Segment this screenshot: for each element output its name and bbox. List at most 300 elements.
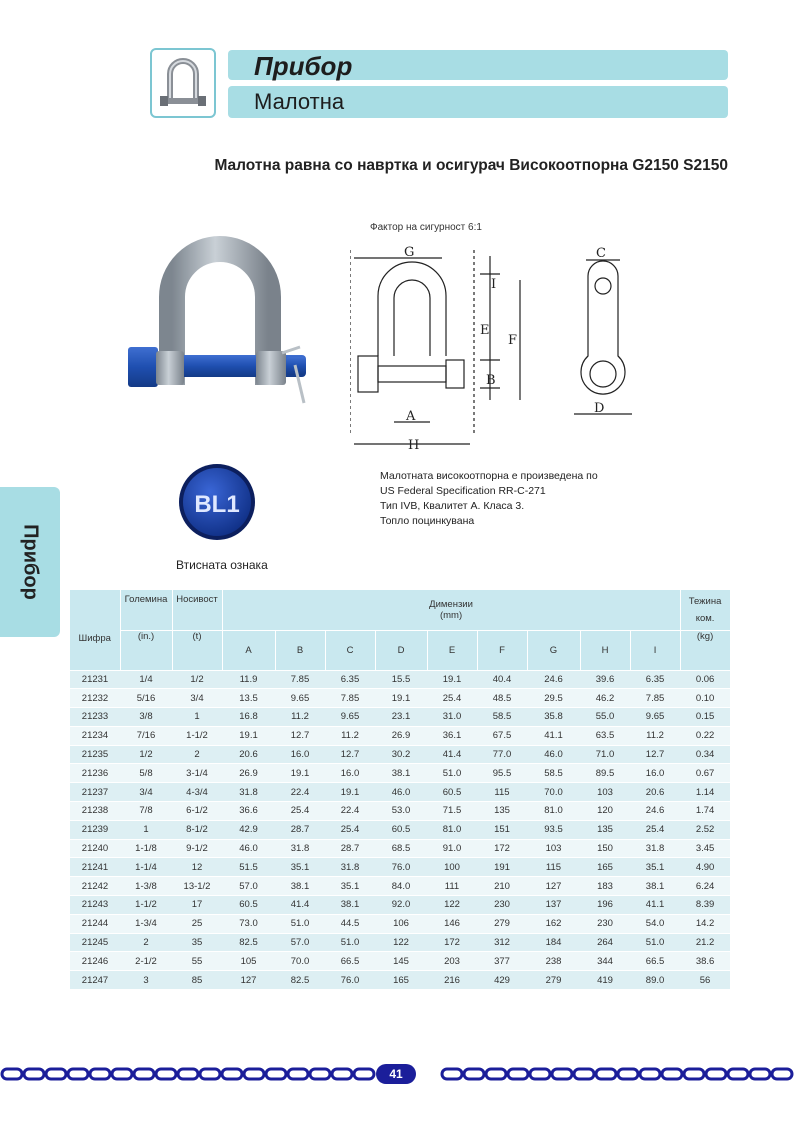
table-cell: 4-3/4 (172, 783, 222, 802)
table-cell: 196 (580, 896, 630, 915)
table-cell: 6.24 (680, 877, 730, 896)
chain-link (750, 1069, 770, 1079)
table-cell: 11.9 (222, 670, 275, 689)
header-title: Прибор (254, 51, 353, 81)
table-cell: 70.0 (275, 952, 325, 971)
table-cell: 31.8 (222, 783, 275, 802)
header-weight-label: Тежина (688, 595, 722, 607)
header-weight-sub: ком. (695, 612, 715, 624)
spec-line: Тип IVB, Квалитет А. Класа 3. (380, 500, 525, 512)
table-cell: 127 (222, 971, 275, 990)
chain-link (156, 1069, 176, 1079)
table-cell: 8-1/2 (172, 820, 222, 839)
table-cell: 57.0 (275, 933, 325, 952)
dim-label-f: F (508, 333, 518, 348)
table-cell: 22.4 (325, 802, 375, 821)
table-cell: 71.5 (427, 802, 477, 821)
chain-link (200, 1069, 220, 1079)
dim-label-g: G (404, 245, 415, 260)
header-weight (680, 590, 730, 630)
table-cell: 3/4 (172, 689, 222, 708)
table-cell: 51.5 (222, 858, 275, 877)
table-cell: 2-1/2 (120, 952, 172, 971)
table-cell: 42.9 (222, 820, 275, 839)
table-cell: 41.4 (275, 896, 325, 915)
chain-link (134, 1069, 154, 1079)
chain-link (332, 1069, 352, 1079)
table-cell: 30.2 (375, 745, 427, 764)
table-cell: 230 (580, 914, 630, 933)
table-cell: 67.5 (477, 726, 527, 745)
chain-link (772, 1069, 792, 1079)
table-cell: 21239 (70, 820, 120, 839)
table-cell: 183 (580, 877, 630, 896)
chain-link (24, 1069, 44, 1079)
table-cell: 3/8 (120, 708, 172, 727)
table-cell: 1-3/4 (120, 914, 172, 933)
chain-link (310, 1069, 330, 1079)
table-cell: 19.1 (275, 764, 325, 783)
dim-label-h: H (408, 438, 420, 452)
chain-link (662, 1069, 682, 1079)
table-cell: 40.4 (477, 670, 527, 689)
table-cell: 0.10 (680, 689, 730, 708)
table-cell: 11.2 (275, 708, 325, 727)
table-cell: 73.0 (222, 914, 275, 933)
table-cell: 2.52 (680, 820, 730, 839)
table-cell: 55 (172, 952, 222, 971)
header-dim-a: A (222, 630, 275, 670)
table-cell: 122 (375, 933, 427, 952)
table-cell: 89.0 (630, 971, 680, 990)
table-cell: 172 (427, 933, 477, 952)
table-cell: 44.5 (325, 914, 375, 933)
table-cell: 191 (477, 858, 527, 877)
table-cell: 137 (527, 896, 580, 915)
table-cell: 146 (427, 914, 477, 933)
chain-link (486, 1069, 506, 1079)
table-cell: 1-1/4 (120, 858, 172, 877)
table-cell: 38.6 (680, 952, 730, 971)
table-row (70, 745, 730, 764)
header-dims-unit: (mm) (439, 609, 463, 621)
chain-link (90, 1069, 110, 1079)
table-cell: 7.85 (325, 689, 375, 708)
table-cell: 51.0 (427, 764, 477, 783)
header-dims (222, 590, 680, 630)
table-cell: 1-1/2 (120, 896, 172, 915)
page-number: 41 (376, 1064, 416, 1084)
table-cell: 51.0 (325, 933, 375, 952)
table-cell: 21240 (70, 839, 120, 858)
header-dim-h: H (580, 630, 630, 670)
table-cell: 9.65 (325, 708, 375, 727)
table-cell: 1-1/8 (120, 839, 172, 858)
table-cell: 53.0 (375, 802, 427, 821)
table-cell: 21247 (70, 971, 120, 990)
table-row (70, 726, 730, 745)
table-cell: 210 (477, 877, 527, 896)
spec-line: Малотната високоотпорна е произведена по (380, 470, 598, 482)
table-cell: 0.34 (680, 745, 730, 764)
table-cell: 57.0 (222, 877, 275, 896)
table-cell: 19.1 (375, 689, 427, 708)
spec-line: Топло поцинкувана (380, 515, 475, 527)
table-cell: 14.2 (680, 914, 730, 933)
table-cell: 3/4 (120, 783, 172, 802)
table-cell: 76.0 (375, 858, 427, 877)
table-cell: 3 (120, 971, 172, 990)
table-cell: 21241 (70, 858, 120, 877)
table-cell: 21244 (70, 914, 120, 933)
table-cell: 184 (527, 933, 580, 952)
header-size: Големина (120, 590, 172, 630)
header-subtitle-bar (228, 86, 728, 118)
table-cell: 85 (172, 971, 222, 990)
table-cell: 5/16 (120, 689, 172, 708)
table-cell: 377 (477, 952, 527, 971)
table-cell: 46.0 (222, 839, 275, 858)
table-cell: 6.35 (325, 670, 375, 689)
chain-link (464, 1069, 484, 1079)
table-cell: 1.74 (680, 802, 730, 821)
table-cell: 172 (477, 839, 527, 858)
table-cell: 23.1 (375, 708, 427, 727)
table-cell: 151 (477, 820, 527, 839)
table-cell: 68.5 (375, 839, 427, 858)
table-cell: 15.5 (375, 670, 427, 689)
table-cell: 26.9 (375, 726, 427, 745)
chain-link (728, 1069, 748, 1079)
table-cell: 7/8 (120, 802, 172, 821)
shackle-logo (150, 48, 216, 118)
table-cell: 216 (427, 971, 477, 990)
chain-link (2, 1069, 22, 1079)
chain-link (442, 1069, 462, 1079)
dim-label-d: D (594, 401, 605, 416)
table-cell: 8.39 (680, 896, 730, 915)
table-cell: 0.67 (680, 764, 730, 783)
table-cell: 150 (580, 839, 630, 858)
table-cell: 31.0 (427, 708, 477, 727)
table-cell: 35.1 (630, 858, 680, 877)
table-cell: 9.65 (275, 689, 325, 708)
table-cell: 31.8 (325, 858, 375, 877)
table-cell: 1 (120, 820, 172, 839)
stamp-badge (177, 462, 257, 542)
header-dim-b: B (275, 630, 325, 670)
table-cell: 135 (580, 820, 630, 839)
table-cell: 35.1 (275, 858, 325, 877)
table-cell: 230 (477, 896, 527, 915)
table-cell: 89.5 (580, 764, 630, 783)
dimension-drawing (350, 236, 650, 452)
table-cell: 58.5 (477, 708, 527, 727)
table-cell: 60.5 (427, 783, 477, 802)
dim-label-a: A (406, 409, 416, 424)
table-cell: 203 (427, 952, 477, 971)
chain-link (530, 1069, 550, 1079)
table-cell: 35.8 (527, 708, 580, 727)
table-cell: 46.0 (375, 783, 427, 802)
header-title-bar (228, 50, 728, 80)
dim-label-i: I (491, 277, 497, 292)
table-cell: 38.1 (275, 877, 325, 896)
table-cell: 279 (477, 914, 527, 933)
table-cell: 1/4 (120, 670, 172, 689)
table-cell: 48.5 (477, 689, 527, 708)
dim-label-c: C (596, 246, 606, 261)
table-cell: 145 (375, 952, 427, 971)
table-cell: 100 (427, 858, 477, 877)
table-cell: 6.35 (630, 670, 680, 689)
table-cell: 36.6 (222, 802, 275, 821)
table-cell: 9.65 (630, 708, 680, 727)
table-cell: 25.4 (427, 689, 477, 708)
table-cell: 165 (375, 971, 427, 990)
table-cell: 21245 (70, 933, 120, 952)
table-cell: 46.2 (580, 689, 630, 708)
table-cell: 66.5 (630, 952, 680, 971)
table-cell: 122 (427, 896, 477, 915)
table-row (70, 971, 730, 990)
table-cell: 0.15 (680, 708, 730, 727)
table-cell: 312 (477, 933, 527, 952)
shackle-photo (120, 235, 320, 435)
table-cell: 11.2 (325, 726, 375, 745)
badge-caption: Втисната ознака (176, 558, 268, 572)
table-cell: 11.2 (630, 726, 680, 745)
shackle-icon (152, 50, 214, 116)
table-cell: 1/2 (120, 745, 172, 764)
table-cell: 19.1 (222, 726, 275, 745)
chain-link (596, 1069, 616, 1079)
table-cell: 81.0 (527, 802, 580, 821)
table-cell: 1/2 (172, 670, 222, 689)
table-cell: 35 (172, 933, 222, 952)
header-dims-label: Димензии (429, 598, 473, 610)
table-row (70, 820, 730, 839)
table-cell: 16.0 (325, 764, 375, 783)
table-cell: 21.2 (680, 933, 730, 952)
table-cell: 51.0 (630, 933, 680, 952)
header-load: Носивост (172, 590, 222, 630)
table-cell: 21234 (70, 726, 120, 745)
table-cell: 6-1/2 (172, 802, 222, 821)
table-cell: 77.0 (477, 745, 527, 764)
table-cell: 31.8 (275, 839, 325, 858)
table-cell: 12.7 (630, 745, 680, 764)
table-row (70, 670, 730, 689)
table-cell: 21231 (70, 670, 120, 689)
table-cell: 264 (580, 933, 630, 952)
table-cell: 25.4 (630, 820, 680, 839)
table-cell: 66.5 (325, 952, 375, 971)
table-cell: 82.5 (222, 933, 275, 952)
table-row (70, 952, 730, 971)
table-cell: 19.1 (325, 783, 375, 802)
table-cell: 70.0 (527, 783, 580, 802)
table-cell: 419 (580, 971, 630, 990)
table-cell: 31.8 (630, 839, 680, 858)
table-cell: 60.5 (375, 820, 427, 839)
table-cell: 4.90 (680, 858, 730, 877)
table-cell: 22.4 (275, 783, 325, 802)
table-row (70, 802, 730, 821)
table-cell: 28.7 (275, 820, 325, 839)
table-cell: 3-1/4 (172, 764, 222, 783)
table-cell: 51.0 (275, 914, 325, 933)
table-cell: 12.7 (325, 745, 375, 764)
table-cell: 9-1/2 (172, 839, 222, 858)
table-cell: 63.5 (580, 726, 630, 745)
chain-link (244, 1069, 264, 1079)
table-cell: 1 (172, 708, 222, 727)
chain-link (640, 1069, 660, 1079)
table-row (70, 708, 730, 727)
table-cell: 105 (222, 952, 275, 971)
side-tab-label: Прибор (19, 524, 42, 600)
header-dim-i: I (630, 630, 680, 670)
table-cell: 21233 (70, 708, 120, 727)
table-row (70, 689, 730, 708)
table-cell: 41.4 (427, 745, 477, 764)
table-cell: 7.85 (630, 689, 680, 708)
table-cell: 21237 (70, 783, 120, 802)
table-cell: 76.0 (325, 971, 375, 990)
table-row (70, 933, 730, 952)
table-cell: 58.5 (527, 764, 580, 783)
safety-factor: Фактор на сигурност 6:1 (370, 222, 482, 233)
table-cell: 19.1 (427, 670, 477, 689)
table-cell: 21235 (70, 745, 120, 764)
table-cell: 36.1 (427, 726, 477, 745)
chain-link (112, 1069, 132, 1079)
table-cell: 165 (580, 858, 630, 877)
table-cell: 238 (527, 952, 580, 971)
table-cell: 16.8 (222, 708, 275, 727)
table-cell: 106 (375, 914, 427, 933)
table-cell: 21242 (70, 877, 120, 896)
table-cell: 21243 (70, 896, 120, 915)
chain-link (618, 1069, 638, 1079)
table-cell: 24.6 (630, 802, 680, 821)
table-cell: 12.7 (275, 726, 325, 745)
table-cell: 3.45 (680, 839, 730, 858)
table-cell: 20.6 (222, 745, 275, 764)
chain-link (354, 1069, 374, 1079)
header-dim-c: C (325, 630, 375, 670)
table-cell: 41.1 (630, 896, 680, 915)
table-cell: 26.9 (222, 764, 275, 783)
table-row (70, 858, 730, 877)
table-cell: 71.0 (580, 745, 630, 764)
table-cell: 95.5 (477, 764, 527, 783)
table-cell: 56 (680, 971, 730, 990)
chain-link (178, 1069, 198, 1079)
spec-text (380, 469, 598, 529)
chain-link (266, 1069, 286, 1079)
header-dim-e: E (427, 630, 477, 670)
table-cell: 120 (580, 802, 630, 821)
table-cell: 16.0 (275, 745, 325, 764)
table-cell: 5/8 (120, 764, 172, 783)
table-cell: 1-1/2 (172, 726, 222, 745)
chain-link (68, 1069, 88, 1079)
table-cell: 111 (427, 877, 477, 896)
table-cell: 135 (477, 802, 527, 821)
table-cell: 25.4 (275, 802, 325, 821)
table-cell: 84.0 (375, 877, 427, 896)
table-cell: 21246 (70, 952, 120, 971)
table-cell: 127 (527, 877, 580, 896)
table-row (70, 764, 730, 783)
table-cell: 115 (527, 858, 580, 877)
table-body (70, 670, 730, 990)
chain-link (508, 1069, 528, 1079)
header-code: Шифра (70, 590, 120, 670)
table-cell: 17 (172, 896, 222, 915)
table-row (70, 877, 730, 896)
table-cell: 2 (120, 933, 172, 952)
table-cell: 41.1 (527, 726, 580, 745)
table-cell: 21236 (70, 764, 120, 783)
badge-text: BL1 (194, 491, 240, 518)
product-title: Малотна равна со наврткa и осигурач Високоотпорна G2150 S2150 (214, 157, 728, 174)
table-cell: 0.22 (680, 726, 730, 745)
table-row (70, 914, 730, 933)
table-cell: 21232 (70, 689, 120, 708)
table-cell: 162 (527, 914, 580, 933)
table-cell: 12 (172, 858, 222, 877)
header-dim-d: D (375, 630, 427, 670)
chain-link (684, 1069, 704, 1079)
table-cell: 55.0 (580, 708, 630, 727)
table-cell: 81.0 (427, 820, 477, 839)
table-cell: 38.1 (325, 896, 375, 915)
chain-link (552, 1069, 572, 1079)
header-weight-unit: (kg) (680, 630, 730, 670)
table-row (70, 783, 730, 802)
chain-link (46, 1069, 66, 1079)
dim-label-e: E (480, 323, 490, 338)
table-cell: 429 (477, 971, 527, 990)
chain-link (288, 1069, 308, 1079)
side-tab (0, 487, 60, 637)
header-load-unit: (t) (172, 630, 222, 670)
table-cell: 20.6 (630, 783, 680, 802)
table-row (70, 839, 730, 858)
table-cell: 46.0 (527, 745, 580, 764)
table-cell: 24.6 (527, 670, 580, 689)
header-subtitle: Малотна (254, 89, 345, 114)
table-cell: 60.5 (222, 896, 275, 915)
table-cell: 21238 (70, 802, 120, 821)
table-cell: 13.5 (222, 689, 275, 708)
table-cell: 7.85 (275, 670, 325, 689)
table-cell: 39.6 (580, 670, 630, 689)
table-row (70, 896, 730, 915)
table-cell: 25.4 (325, 820, 375, 839)
table-cell: 29.5 (527, 689, 580, 708)
spec-table (70, 590, 731, 990)
table-cell: 7/16 (120, 726, 172, 745)
chain-link (222, 1069, 242, 1079)
header-dim-g: G (527, 630, 580, 670)
table-cell: 2 (172, 745, 222, 764)
table-cell: 0.06 (680, 670, 730, 689)
table-cell: 93.5 (527, 820, 580, 839)
